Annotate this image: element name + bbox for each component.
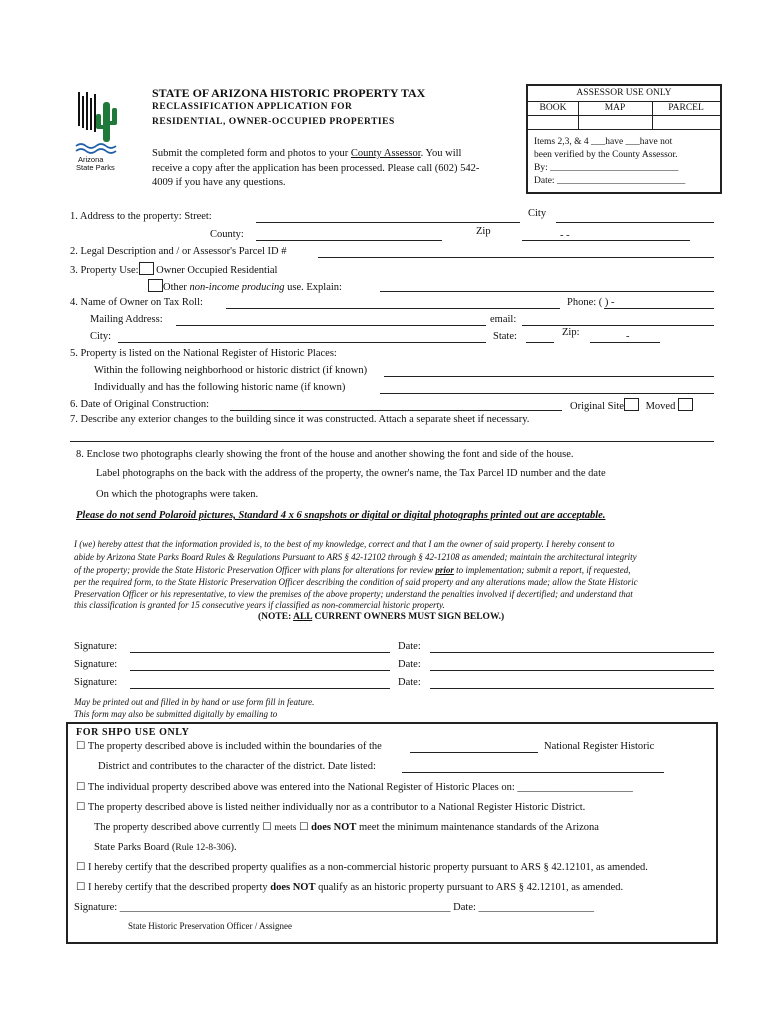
note-text: (NOTE: xyxy=(258,612,294,622)
changes-field[interactable] xyxy=(70,441,714,442)
attestation-line-3 xyxy=(74,565,630,576)
shpo-item-1-line-2: District and contributes to the character of the district. Date listed: xyxy=(98,761,376,772)
state-field[interactable] xyxy=(526,342,554,343)
logo-text-line2: State Parks xyxy=(76,163,115,172)
board-text: State Parks Board ( xyxy=(94,842,176,853)
attestation-text: of the property; provide the State Historic Preservation Officer with plans for alterations for review xyxy=(74,565,436,575)
date-listed-field[interactable] xyxy=(402,772,664,773)
signature-field-2[interactable] xyxy=(130,670,390,671)
non-income-text: non-income producing xyxy=(189,282,285,293)
zip-label: Zip xyxy=(476,226,491,237)
shpo-item-4-line-2 xyxy=(94,841,237,854)
street-field[interactable] xyxy=(256,222,520,223)
state-label: State: xyxy=(493,331,517,342)
district-field[interactable] xyxy=(384,376,714,377)
date-label-2: Date: xyxy=(398,659,421,670)
date-field-3[interactable] xyxy=(430,688,714,689)
shpo-item-2 xyxy=(76,781,633,794)
other-use-checkbox[interactable] xyxy=(148,279,163,292)
shpo-signature-label: Signature: xyxy=(74,902,118,913)
shpo-item-3-text: The property described above is listed neither individually nor as a contributor to a National Register Historic District. xyxy=(87,802,586,813)
explain-field[interactable] xyxy=(380,291,714,292)
phone-field[interactable] xyxy=(604,308,714,309)
checkbox-3-icon[interactable]: ☐ xyxy=(76,802,86,813)
attestation-line-5: Preservation Officer or his representative, to view the premises of the above property; understand the penalties involved if decertified; and understand that xyxy=(74,589,633,599)
city-field[interactable] xyxy=(556,222,714,223)
photos-instruction-3: On which the photographs were taken. xyxy=(96,489,259,500)
arizona-state-parks-logo xyxy=(74,88,122,172)
logo-text-line1: Arizona xyxy=(78,155,104,164)
other-text: Other xyxy=(163,282,190,293)
signature-label-1: Signature: xyxy=(74,641,118,652)
original-site-label: Original Site xyxy=(570,401,624,412)
map-column-header: MAP xyxy=(604,103,626,113)
moved-checkbox[interactable] xyxy=(678,398,693,411)
signature-field-3[interactable] xyxy=(130,688,390,689)
shpo-item-1-text: The property described above is included within the boundaries of the xyxy=(87,741,382,752)
parcel-column-header: PARCEL xyxy=(668,103,704,113)
q5-district-label: Within the following neighborhood or historic district (if known) xyxy=(94,365,368,376)
shpo-date-label: Date: xyxy=(453,902,476,913)
parcel-id-field[interactable] xyxy=(318,257,714,258)
shpo-item-6-suffix: qualify as an historic property pursuant to ARS § 42.12101, as amended. xyxy=(315,882,624,893)
board-text-end: ). xyxy=(230,842,237,853)
does-not-checkbox-icon[interactable]: ☐ xyxy=(299,822,309,833)
date-label-3: Date: xyxy=(398,677,421,688)
zip-field[interactable] xyxy=(522,240,690,241)
q3-label xyxy=(70,262,277,277)
district-name-field[interactable] xyxy=(410,752,538,753)
owner-zip-field[interactable] xyxy=(590,342,660,343)
assessor-note-1: Items 2,3, & 4 ___have ___have not xyxy=(534,137,673,147)
owner-zip-dash: - xyxy=(626,331,630,342)
county-field[interactable] xyxy=(256,240,442,241)
print-note: May be printed out and filled in by hand or use form fill in feature. xyxy=(74,697,315,707)
county-assessor-link[interactable]: County Assessor xyxy=(350,148,421,159)
photos-instruction-1: 8. Enclose two photographs clearly showing the front of the house and another showing the font and side of the house. xyxy=(76,449,574,460)
shpo-item-5-text: I hereby certify that the described property qualifies as a non-commercial historic property pursuant to ARS § 42.12101, as amended. xyxy=(88,862,648,873)
shpo-item-2-text: The individual property described above was entered into the National Register of Historic Places on: ______________________ xyxy=(87,782,633,793)
meets-checkbox-icon[interactable]: ☐ xyxy=(262,822,272,833)
original-site-checkbox[interactable] xyxy=(624,398,639,411)
owners-must-sign-note xyxy=(258,611,504,623)
shpo-item-6 xyxy=(76,881,623,894)
owner-name-field[interactable] xyxy=(226,308,560,309)
shpo-item-4-text: The property described above currently xyxy=(94,822,260,833)
note-text: CURRENT OWNERS MUST SIGN BELOW.) xyxy=(312,612,505,622)
assessor-box-title: ASSESSOR USE ONLY xyxy=(528,86,720,102)
photos-instruction-2: Label photographs on the back with the address of the property, the owner's name, the Tax Parcel ID number and the date xyxy=(96,468,606,479)
shpo-item-1 xyxy=(76,740,382,753)
moved-label: Moved xyxy=(645,401,676,412)
shpo-item-6-text: I hereby certify that the described property xyxy=(88,882,271,893)
shpo-item-4-suffix: meet the minimum maintenance standards of the Arizona xyxy=(358,822,599,833)
shpo-item-1-suffix: National Register Historic xyxy=(544,741,655,752)
assessor-input-row[interactable] xyxy=(528,115,720,130)
instructions-line-1 xyxy=(152,147,461,160)
shpo-title: FOR SHPO USE ONLY xyxy=(76,727,190,738)
form-subtitle-2: RESIDENTIAL, OWNER-OCCUPIED PROPERTIES xyxy=(152,117,395,127)
q3-other xyxy=(148,279,342,294)
prior-emphasis: prior xyxy=(435,565,454,575)
assessor-note-3: By: ___________________________ xyxy=(534,163,679,173)
q7-label: 7. Describe any exterior changes to the building since it was constructed. Attach a separate sheet if necessary. xyxy=(70,414,530,425)
q5-label: 5. Property is listed on the National Register of Historic Places: xyxy=(70,348,337,359)
phone-label: Phone: ( ) - xyxy=(567,297,615,308)
shpo-item-5 xyxy=(76,861,648,874)
signature-label-3: Signature: xyxy=(74,677,118,688)
city-label: City xyxy=(528,208,547,219)
explain-text: use. Explain: xyxy=(284,282,342,293)
signature-label-2: Signature: xyxy=(74,659,118,670)
checkbox-2-icon[interactable]: ☐ xyxy=(76,782,86,793)
instructions-line-2: receive a copy after the application has been processed. Please call (602) 542- xyxy=(152,163,480,174)
checkbox-1-icon[interactable]: ☐ xyxy=(76,741,86,752)
shpo-signature-field[interactable]: _______________________________________________________________ xyxy=(119,902,451,913)
email-label: email: xyxy=(490,314,517,325)
q5-individual-label: Individually and has the following historic name (if known) xyxy=(94,382,346,393)
mailing-address-field[interactable] xyxy=(176,325,486,326)
date-field-2[interactable] xyxy=(430,670,714,671)
attestation-line-2: abide by Arizona State Parks Board Rules & Regulations Pursuant to ARS § 42-12102 through § 42-12108 as amended; maintain the architectural integrity xyxy=(74,552,637,562)
mailing-address-label: Mailing Address: xyxy=(90,314,163,325)
signature-field-1[interactable] xyxy=(130,652,390,653)
shpo-item-3 xyxy=(76,801,585,814)
checkbox-6-icon[interactable]: ☐ xyxy=(76,882,86,893)
shpo-officer-label: State Historic Preservation Officer / Assignee xyxy=(128,921,293,931)
construction-date-field[interactable] xyxy=(230,410,562,411)
saguaro-cactus-icon xyxy=(74,88,122,158)
meets-label: meets xyxy=(274,823,297,833)
assessor-note-4: Date: ___________________________ xyxy=(534,176,686,186)
q6-options xyxy=(570,398,693,413)
owner-occupied-checkbox[interactable] xyxy=(139,262,154,275)
instructions-line-3: 4009 if you have any questions. xyxy=(152,177,286,188)
form-subtitle-1: RECLASSIFICATION APPLICATION FOR xyxy=(152,102,353,112)
q3-text: 3. Property Use: xyxy=(70,265,139,276)
q6-label: 6. Date of Original Construction: xyxy=(70,399,210,410)
zip-dashes: - - xyxy=(560,230,570,241)
attestation-text: to implementation; submit a report, if requested, xyxy=(453,565,631,575)
does-not-label: does NOT xyxy=(311,822,357,833)
date-label-1: Date: xyxy=(398,641,421,652)
q1-label: 1. Address to the property: Street: xyxy=(70,211,212,222)
assessor-note-2: been verified by the County Assessor. xyxy=(534,150,678,160)
email-note: This form may also be submitted digitally by emailing to xyxy=(74,709,278,719)
county-label: County: xyxy=(210,229,244,240)
email-field[interactable] xyxy=(522,325,714,326)
shpo-item-4 xyxy=(94,821,599,834)
attestation-line-1: I (we) hereby attest that the information provided is, to the best of my knowledge, correct and that I am the owner of said property. I hereby consent to xyxy=(74,539,615,549)
instructions-text: Submit the completed form and photos to your xyxy=(152,148,351,159)
shpo-signature-row xyxy=(74,901,594,914)
attestation-line-6: this classification is granted for 15 consecutive years if classified as non-commercial historic property. xyxy=(74,600,445,610)
date-field-1[interactable] xyxy=(430,652,714,653)
does-not-emphasis: does NOT xyxy=(270,882,316,893)
owner-occupied-label: Owner Occupied Residential xyxy=(156,265,278,276)
form-title: STATE OF ARIZONA HISTORIC PROPERTY TAX xyxy=(152,86,426,100)
q4-label: 4. Name of Owner on Tax Roll: xyxy=(70,297,203,308)
polaroid-warning: Please do not send Polaroid pictures, Standard 4 x 6 snapshots or digital or digital photographs printed out are acceptable. xyxy=(76,510,606,521)
shpo-use-only-box xyxy=(66,722,718,944)
note-all: ALL xyxy=(293,612,313,622)
historic-name-field[interactable] xyxy=(380,393,714,394)
owner-zip-label: Zip: xyxy=(562,327,580,338)
instructions-text: . You will xyxy=(420,148,462,159)
owner-city-field[interactable] xyxy=(118,342,486,343)
checkbox-5-icon[interactable]: ☐ xyxy=(76,862,86,873)
attestation-line-4: per the required form, to the State Historic Preservation Officer describing the condition of said property and any alterations made; allow the State Historic xyxy=(74,577,638,587)
rule-reference: Rule 12-8-306 xyxy=(175,843,231,853)
owner-city-label: City: xyxy=(90,331,112,342)
shpo-date-field[interactable]: ______________________ xyxy=(478,902,595,913)
book-column-header: BOOK xyxy=(539,103,567,113)
assessor-use-only-box xyxy=(526,84,722,194)
q2-label: 2. Legal Description and / or Assessor's Parcel ID # xyxy=(70,246,287,257)
